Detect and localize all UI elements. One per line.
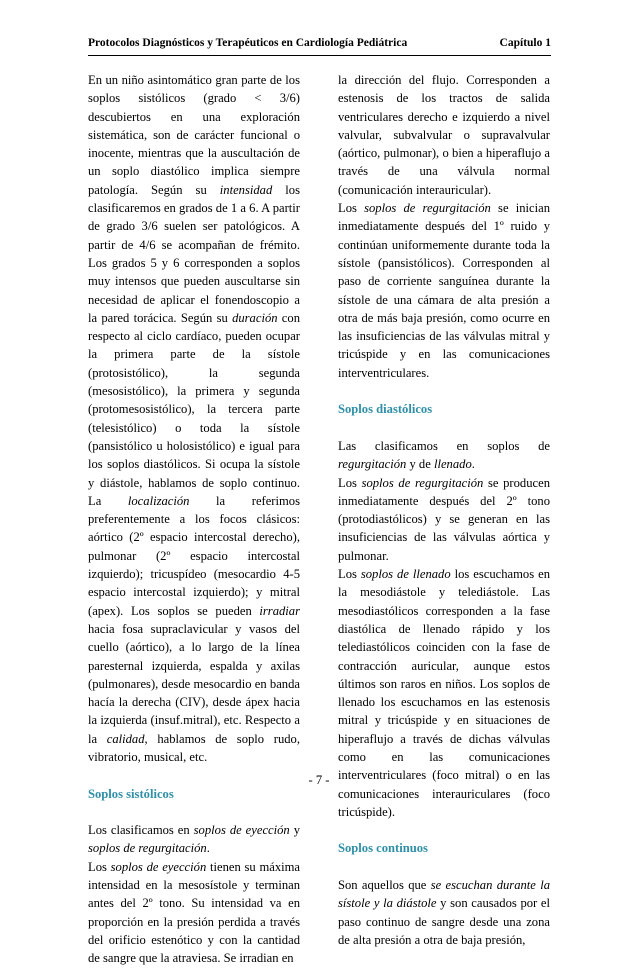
heading-soplos-diastolicos: Soplos diastólicos	[338, 402, 433, 417]
left-column	[88, 71, 300, 968]
continuos-paragraph: Son aquellos que se escuchan durante la sístole y la diástole y son causados por el paso continuo de sangre desde una zona de alta presión a otra de baja presión,	[338, 878, 550, 947]
diastolicos-classification: Las clasificamos en soplos de regurgitación y de llenado.	[338, 438, 550, 472]
eyeccion-paragraph: Los soplos de eyección tienen su máxima intensidad en la mesosístole y terminan antes del 2º tono. Su intensidad va en proporción en la presión perdida a través del orificio estenótico y con la cantidad de sangre que la atraviesa. Se irradian en	[88, 859, 301, 966]
regurgitacion-sistolica-paragraph: Los soplos de regurgitación se inician inmediatamente después del 1º ruido y continúan uniformemente durante toda la sístole (pansistólicos). Corresponden al paso de corriente sanguínea durante la sístole de una cámara de alta presión a otra de más baja presión, como ocurre en las insuficiencias de las válvulas mitral y tricúspide y en las comunicaciones interventriculares.	[338, 201, 550, 380]
llenado-paragraph: Los soplos de llenado los escuchamos en la mesodiástole y telediástole. Las mesodiastólicos corresponden a la fase diastólica de llenado rápido y los telediastólicos coinciden con la fase de contracción auricular, aunque estos últimos son raros en niños. Los soplos de llenado los escuchamos en las estenosis mitral y tricúspide y en situaciones de hiperaflujo a través de dichas válvulas como en las comunicaciones interventriculares (foco mitral) o en las comunicaciones interauriculares (foco tricúspide).	[338, 567, 550, 819]
eyeccion-continuation: la dirección del flujo. Corresponden a estenosis de los tractos de salida ventriculares derecho e izquierdo a nivel valvular, subvalvular o supravalvular (aórtico, pulmonar), o bien a hiperaflujo a través de una válvula normal (comunicación interauricular).	[338, 73, 550, 197]
chapter-label: Capítulo 1	[499, 37, 551, 49]
heading-soplos-sistolicos: Soplos sistólicos	[88, 786, 174, 801]
right-column	[338, 71, 550, 949]
book-title: Protocolos Diagnósticos y Terapéuticos en Cardiología Pediátrica	[88, 37, 408, 49]
sistolicos-classification: Los clasificamos en soplos de eyección y soplos de regurgitación.	[88, 823, 301, 856]
header-rule	[88, 55, 551, 56]
running-header	[88, 37, 551, 53]
regurgitacion-diastolica-paragraph: Los soplos de regurgitación se producen inmediatamente después del 2º tono (protodiastólicos) y se generan en las insuficiencias de las válvulas aórtica y pulmonar.	[338, 475, 550, 563]
page-number: - 7 -	[308, 773, 330, 787]
heading-soplos-continuos: Soplos continuos	[338, 841, 428, 856]
intro-paragraph: En un niño asintomático gran parte de los soplos sistólicos (grado < 3/6) descubiertos en una exploración sistemática, son de carácter funcional o inocente, mientras que la auscultación de un soplo diastólico implica siempre patología. Según su intensidad los clasificaremos en grados de 1 a 6. A partir de grado 3/6 suelen ser patológicos. A partir de 4/6 se acompañan de frémito. Los grados 5 y 6 corresponden a soplos muy intensos que pueden auscultarse sin necesidad de aplicar el fonendoscopio a la pared torácica. Según su duración con respecto al ciclo cardíaco, pueden ocupar la primera parte de la sístole (protosistólico), la segunda (mesosistólico), la primera y segunda (protomesosistólico), la tercera parte (telesistólico) o toda la sístole (pansistólico u holosistólico) e igual para los soplos diastólicos. Si ocupa la sístole y diástole, hablamos de soplo continuo. La localización la referimos preferentemente a los focos clásicos: aórtico (2º espacio intercostal derecho), pulmonar (2º espacio intercostal izquierdo); tricuspídeo (mesocardio 4-5 espacio intercostal izquierdo); y mitral (apex). Los soplos se pueden irradiar hacia fosa supraclavicular y vasos del cuello (aórtico), a lo largo de la línea paresternal izquierda, espalda y axilas (pulmonares), desde mesocardio en banda hacía la derecha (CIV), desde ápex hacia la izquierda (insuf.mitral), etc. Respecto a la calidad, hablamos de soplo rudo, vibratorio, musical, etc.	[88, 73, 300, 764]
